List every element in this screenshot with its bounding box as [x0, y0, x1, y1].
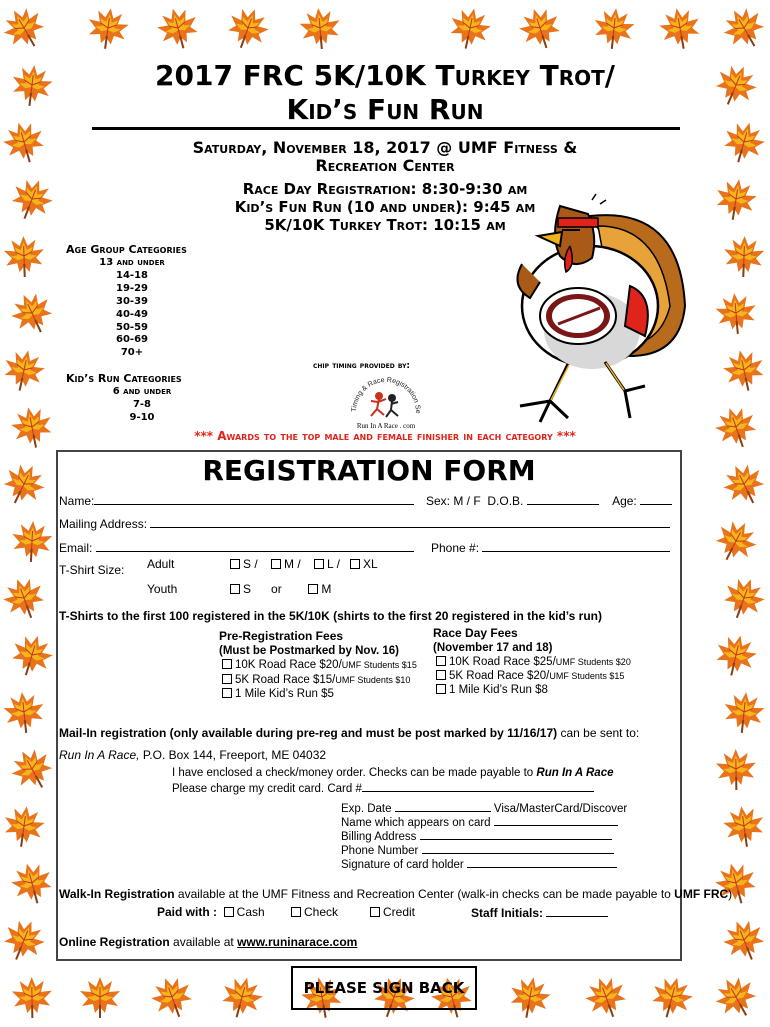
svg-text:Timing & Race Registration Ser [346, 372, 421, 414]
mailing-address [59, 748, 326, 762]
maple-leaf-icon [711, 174, 761, 224]
registration-form-heading: REGISTRATION FORM [202, 454, 536, 487]
adult-size-s-checkbox[interactable] [230, 559, 240, 569]
maple-leaf-icon [712, 289, 760, 337]
email-label: Email: [59, 541, 93, 555]
chip-timing-label: chip timing provided by: [313, 361, 411, 371]
maple-leaf-icon [720, 688, 768, 736]
pay-check-label: Check [304, 905, 339, 919]
adult-size-m-checkbox[interactable] [271, 559, 281, 569]
kids-categories-heading: Kid’s Run Categories [66, 372, 182, 385]
age-group-item: 13 and under [99, 257, 165, 268]
pay-cash-checkbox[interactable] [224, 907, 234, 917]
pay-check-checkbox[interactable] [291, 907, 301, 917]
maple-leaf-icon [645, 970, 699, 1024]
name-on-card-label: Name which appears on card [341, 817, 491, 829]
maple-leaf-icon [578, 969, 634, 1025]
address-street: P.O. Box 144, Freeport, ME 04032 [139, 748, 327, 762]
exp-date-field[interactable] [395, 800, 491, 812]
kids-category-item: 9-10 [129, 411, 155, 423]
pay-credit-checkbox[interactable] [370, 907, 380, 917]
adult-size-xl-label: XL [362, 557, 378, 571]
maple-leaf-icon [0, 115, 51, 169]
youth-size-m-checkbox[interactable] [308, 584, 318, 594]
adult-size-s-label: S / [243, 557, 258, 571]
walkin-instructions [59, 887, 732, 901]
signature-label: Signature of card holder [341, 859, 464, 871]
pay-cash-label: Cash [236, 905, 265, 919]
raceday-5k-option [436, 669, 624, 683]
mailing-row [59, 516, 670, 531]
prereg-kids-option [222, 687, 334, 701]
age-field[interactable] [640, 493, 672, 505]
prereg-5k-student: UMF Students $10 [335, 675, 411, 685]
prereg-10k-option [222, 658, 417, 672]
billing-label: Billing Address [341, 831, 417, 843]
age-group-item: 50-59 [116, 321, 148, 333]
event-venue: Recreation Center [315, 156, 455, 175]
prereg-10k-label: 10K Road Race $20/ [235, 659, 342, 671]
walkin-close: ) [728, 887, 733, 901]
title-rule [92, 127, 680, 130]
title-line-1: 2017 FRC 5K/10K Turkey Trot/ [155, 59, 615, 92]
card-phone-field[interactable] [422, 842, 614, 854]
raceday-kids-checkbox[interactable] [436, 684, 446, 694]
maple-leaf-icon [708, 399, 764, 455]
maple-leaf-icon [0, 911, 53, 968]
maple-leaf-icon [5, 628, 60, 683]
prereg-subtitle: (Must be Postmarked by Nov. 16) [219, 645, 399, 657]
card-types: Visa/MasterCard/Discover [493, 803, 628, 815]
dob-field[interactable] [527, 493, 599, 505]
run-in-a-race-logo [346, 372, 426, 430]
raceday-10k-checkbox[interactable] [436, 656, 446, 666]
maple-leaf-icon [220, 0, 276, 56]
staff-initials-row [471, 905, 608, 920]
mailing-field[interactable] [150, 516, 670, 528]
name-row [59, 493, 414, 508]
youth-size-options [230, 582, 331, 596]
walkin-payee: UMF FRC [674, 887, 729, 901]
maple-leaf-icon [0, 0, 54, 58]
tshirt-note: T-Shirts to the first 100 registered in the 5K/10K (shirts to the first 20 registered in the kid’s run) [59, 609, 603, 623]
sex-label[interactable]: Sex: M / F [426, 494, 481, 508]
maple-leaf-icon [715, 911, 770, 968]
address-name: Run In A Race, [59, 748, 140, 762]
billing-field[interactable] [420, 828, 612, 840]
maple-leaf-icon [4, 171, 61, 228]
maple-leaf-icon [83, 3, 133, 53]
maple-leaf-icon [655, 3, 706, 54]
turkey-mascot-illustration [480, 186, 690, 434]
online-rest-text: available at [169, 935, 238, 949]
prereg-kids-checkbox[interactable] [222, 688, 232, 698]
maple-leaf-icon [0, 570, 52, 626]
card-phone-label: Phone Number [341, 845, 419, 857]
card-option [172, 780, 594, 796]
pay-credit-option [370, 905, 415, 919]
prereg-kids-label: 1 Mile Kid’s Run $5 [235, 688, 334, 700]
raceday-subtitle: (November 17 and 18) [433, 642, 553, 654]
age-group-list [70, 257, 194, 360]
maple-leaf-icon [3, 284, 61, 342]
logo-arc-text: Timing & Race Registration Se [350, 376, 422, 414]
mailin-rest-text: can be sent to: [557, 726, 640, 740]
raceday-kids-label: 1 Mile Kid’s Run $8 [449, 684, 548, 696]
maple-leaf-icon [590, 4, 638, 52]
maple-leaf-icon [78, 975, 122, 1019]
dob-label: D.O.B. [487, 494, 524, 508]
maple-leaf-icon [0, 801, 49, 851]
name-field[interactable] [94, 493, 414, 505]
mailin-instructions [59, 726, 639, 740]
maple-leaf-icon [7, 60, 56, 109]
prereg-5k-checkbox[interactable] [222, 674, 232, 684]
age-group-item: 40-49 [116, 308, 148, 320]
signature-field[interactable] [467, 856, 617, 868]
maple-leaf-icon [716, 570, 770, 626]
youth-size-s-label: S [243, 582, 252, 596]
maple-leaf-icon [0, 455, 53, 514]
maple-leaf-icon [6, 401, 58, 453]
youth-size-s-checkbox[interactable] [230, 584, 240, 594]
maple-leaf-icon [715, 455, 770, 514]
maple-leaf-icon [709, 856, 763, 910]
registration-time: Race Day Registration: 8:30-9:30 am [242, 180, 528, 198]
adult-size-m-label: M / [284, 557, 301, 571]
maple-leaf-icon [215, 970, 269, 1024]
raceday-10k-option [436, 655, 631, 669]
prereg-10k-checkbox[interactable] [222, 659, 232, 669]
signature-row [341, 856, 617, 872]
prereg-title: Pre-Registration Fees [219, 629, 344, 643]
maple-leaf-icon [512, 0, 567, 55]
logo-caption: Run In A Race . com [356, 422, 416, 430]
prereg-5k-label: 5K Road Race $15/ [235, 674, 336, 686]
kids-run-time: Kid’s Fun Run (10 and under): 9:45 am [234, 198, 536, 216]
maple-leaf-icon [296, 4, 344, 52]
maple-leaf-icon [721, 233, 767, 279]
exp-date-label: Exp. Date [341, 803, 392, 815]
adult-size-xl-checkbox[interactable] [350, 559, 360, 569]
prereg-5k-option [222, 673, 410, 687]
age-group-item: 19-29 [116, 282, 148, 294]
youth-size-m-label: M [321, 582, 332, 596]
adult-size-options [230, 557, 378, 571]
youth-label: Youth [147, 582, 178, 596]
maple-leaf-icon [1, 233, 47, 279]
maple-leaf-icon [707, 56, 765, 114]
maple-leaf-icon [719, 801, 769, 851]
online-registration [59, 935, 357, 949]
maple-leaf-icon [714, 747, 759, 792]
raceday-5k-label: 5K Road Race $20/ [449, 670, 550, 682]
age-group-item: 60-69 [116, 334, 148, 346]
maple-leaf-icon [717, 115, 770, 169]
tshirt-label: T-Shirt Size: [59, 563, 125, 577]
maple-leaf-icon [5, 856, 59, 910]
maple-leaf-icon [718, 344, 770, 396]
email-field[interactable] [96, 540, 414, 552]
raceday-title: Race Day Fees [433, 626, 518, 640]
walkin-bold-text: Walk-In Registration [59, 887, 175, 901]
pay-check-option [291, 905, 338, 919]
pay-credit-label: Credit [383, 905, 416, 919]
maple-leaf-icon [0, 688, 48, 736]
kids-category-item: 7-8 [132, 398, 152, 410]
maple-leaf-icon [714, 0, 770, 58]
adult-label: Adult [147, 557, 175, 571]
kids-category-item: 6 and under [112, 386, 172, 397]
age-group-item: 14-18 [116, 269, 148, 281]
raceday-5k-checkbox[interactable] [436, 670, 446, 680]
name-on-card-field[interactable] [494, 814, 618, 826]
raceday-10k-student: UMF Students $20 [555, 657, 631, 667]
adult-size-l-label: L / [327, 557, 340, 571]
maple-leaf-icon [9, 518, 55, 564]
event-date: Saturday, November 18, 2017 @ UMF Fitness & [192, 138, 578, 157]
staff-initials-label: Staff Initials: [471, 906, 544, 920]
maple-leaf-icon [151, 1, 205, 55]
maple-leaf-icon [2, 739, 62, 799]
email-row [59, 540, 414, 555]
maple-leaf-icon [10, 975, 55, 1020]
check-payee: Run In A Race [536, 767, 614, 779]
maple-leaf-icon [505, 972, 556, 1023]
adult-size-l-checkbox[interactable] [314, 559, 324, 569]
mailin-bold-text: Mail-In registration (only available during pre-reg and must be post marked by 11/16/17) [59, 726, 558, 740]
phone-field[interactable] [482, 540, 670, 552]
maple-leaf-icon [710, 629, 763, 682]
paid-with-row [157, 905, 265, 919]
sex-dob-age-row [426, 493, 672, 508]
age-label: Age: [612, 494, 637, 508]
online-bold-text: Online Registration [59, 935, 170, 949]
kids-categories-list [80, 386, 204, 425]
walkin-rest-text: available at the UMF Fitness and Recreation Center (walk-in checks can be made payable to [174, 887, 675, 901]
youth-or-text: or [271, 582, 282, 596]
maple-leaf-icon [144, 969, 200, 1025]
check-text: I have enclosed a check/money order. Checks can be made payable to [172, 767, 537, 779]
age-group-heading: Age Group Categories [66, 243, 187, 256]
raceday-kids-option [436, 683, 548, 697]
online-registration-link[interactable]: www.runinarace.com [237, 935, 358, 949]
raceday-10k-label: 10K Road Race $25/ [449, 656, 556, 668]
please-sign-back-box: PLEASE SIGN BACK [291, 966, 477, 1010]
phone-row [431, 540, 670, 555]
check-option[interactable] [172, 766, 614, 780]
raceday-5k-student: UMF Students $15 [549, 671, 625, 681]
name-label: Name: [59, 494, 95, 508]
maple-leaf-icon [0, 344, 50, 396]
phone-label: Phone #: [431, 541, 480, 555]
age-group-item: 70+ [120, 347, 144, 359]
awards-notice: *** Awards to the top male and female finisher in each category *** [194, 429, 576, 443]
card-number-label: Please charge my credit card. Card # [172, 783, 362, 795]
maple-leaf-icon [706, 511, 765, 570]
staff-initials-field[interactable] [546, 905, 608, 917]
maple-leaf-icon [706, 967, 766, 1027]
prereg-10k-student: UMF Students $15 [341, 660, 417, 670]
age-group-item: 30-39 [116, 295, 148, 307]
paid-with-label: Paid with : [157, 905, 217, 919]
card-number-field[interactable] [362, 780, 594, 792]
mailing-label: Mailing Address: [59, 517, 148, 531]
title-line-2: Kid’s Fun Run [286, 93, 484, 126]
turkey-trot-time: 5K/10K Turkey Trot: 10:15 am [264, 216, 506, 234]
maple-leaf-icon [444, 2, 496, 54]
